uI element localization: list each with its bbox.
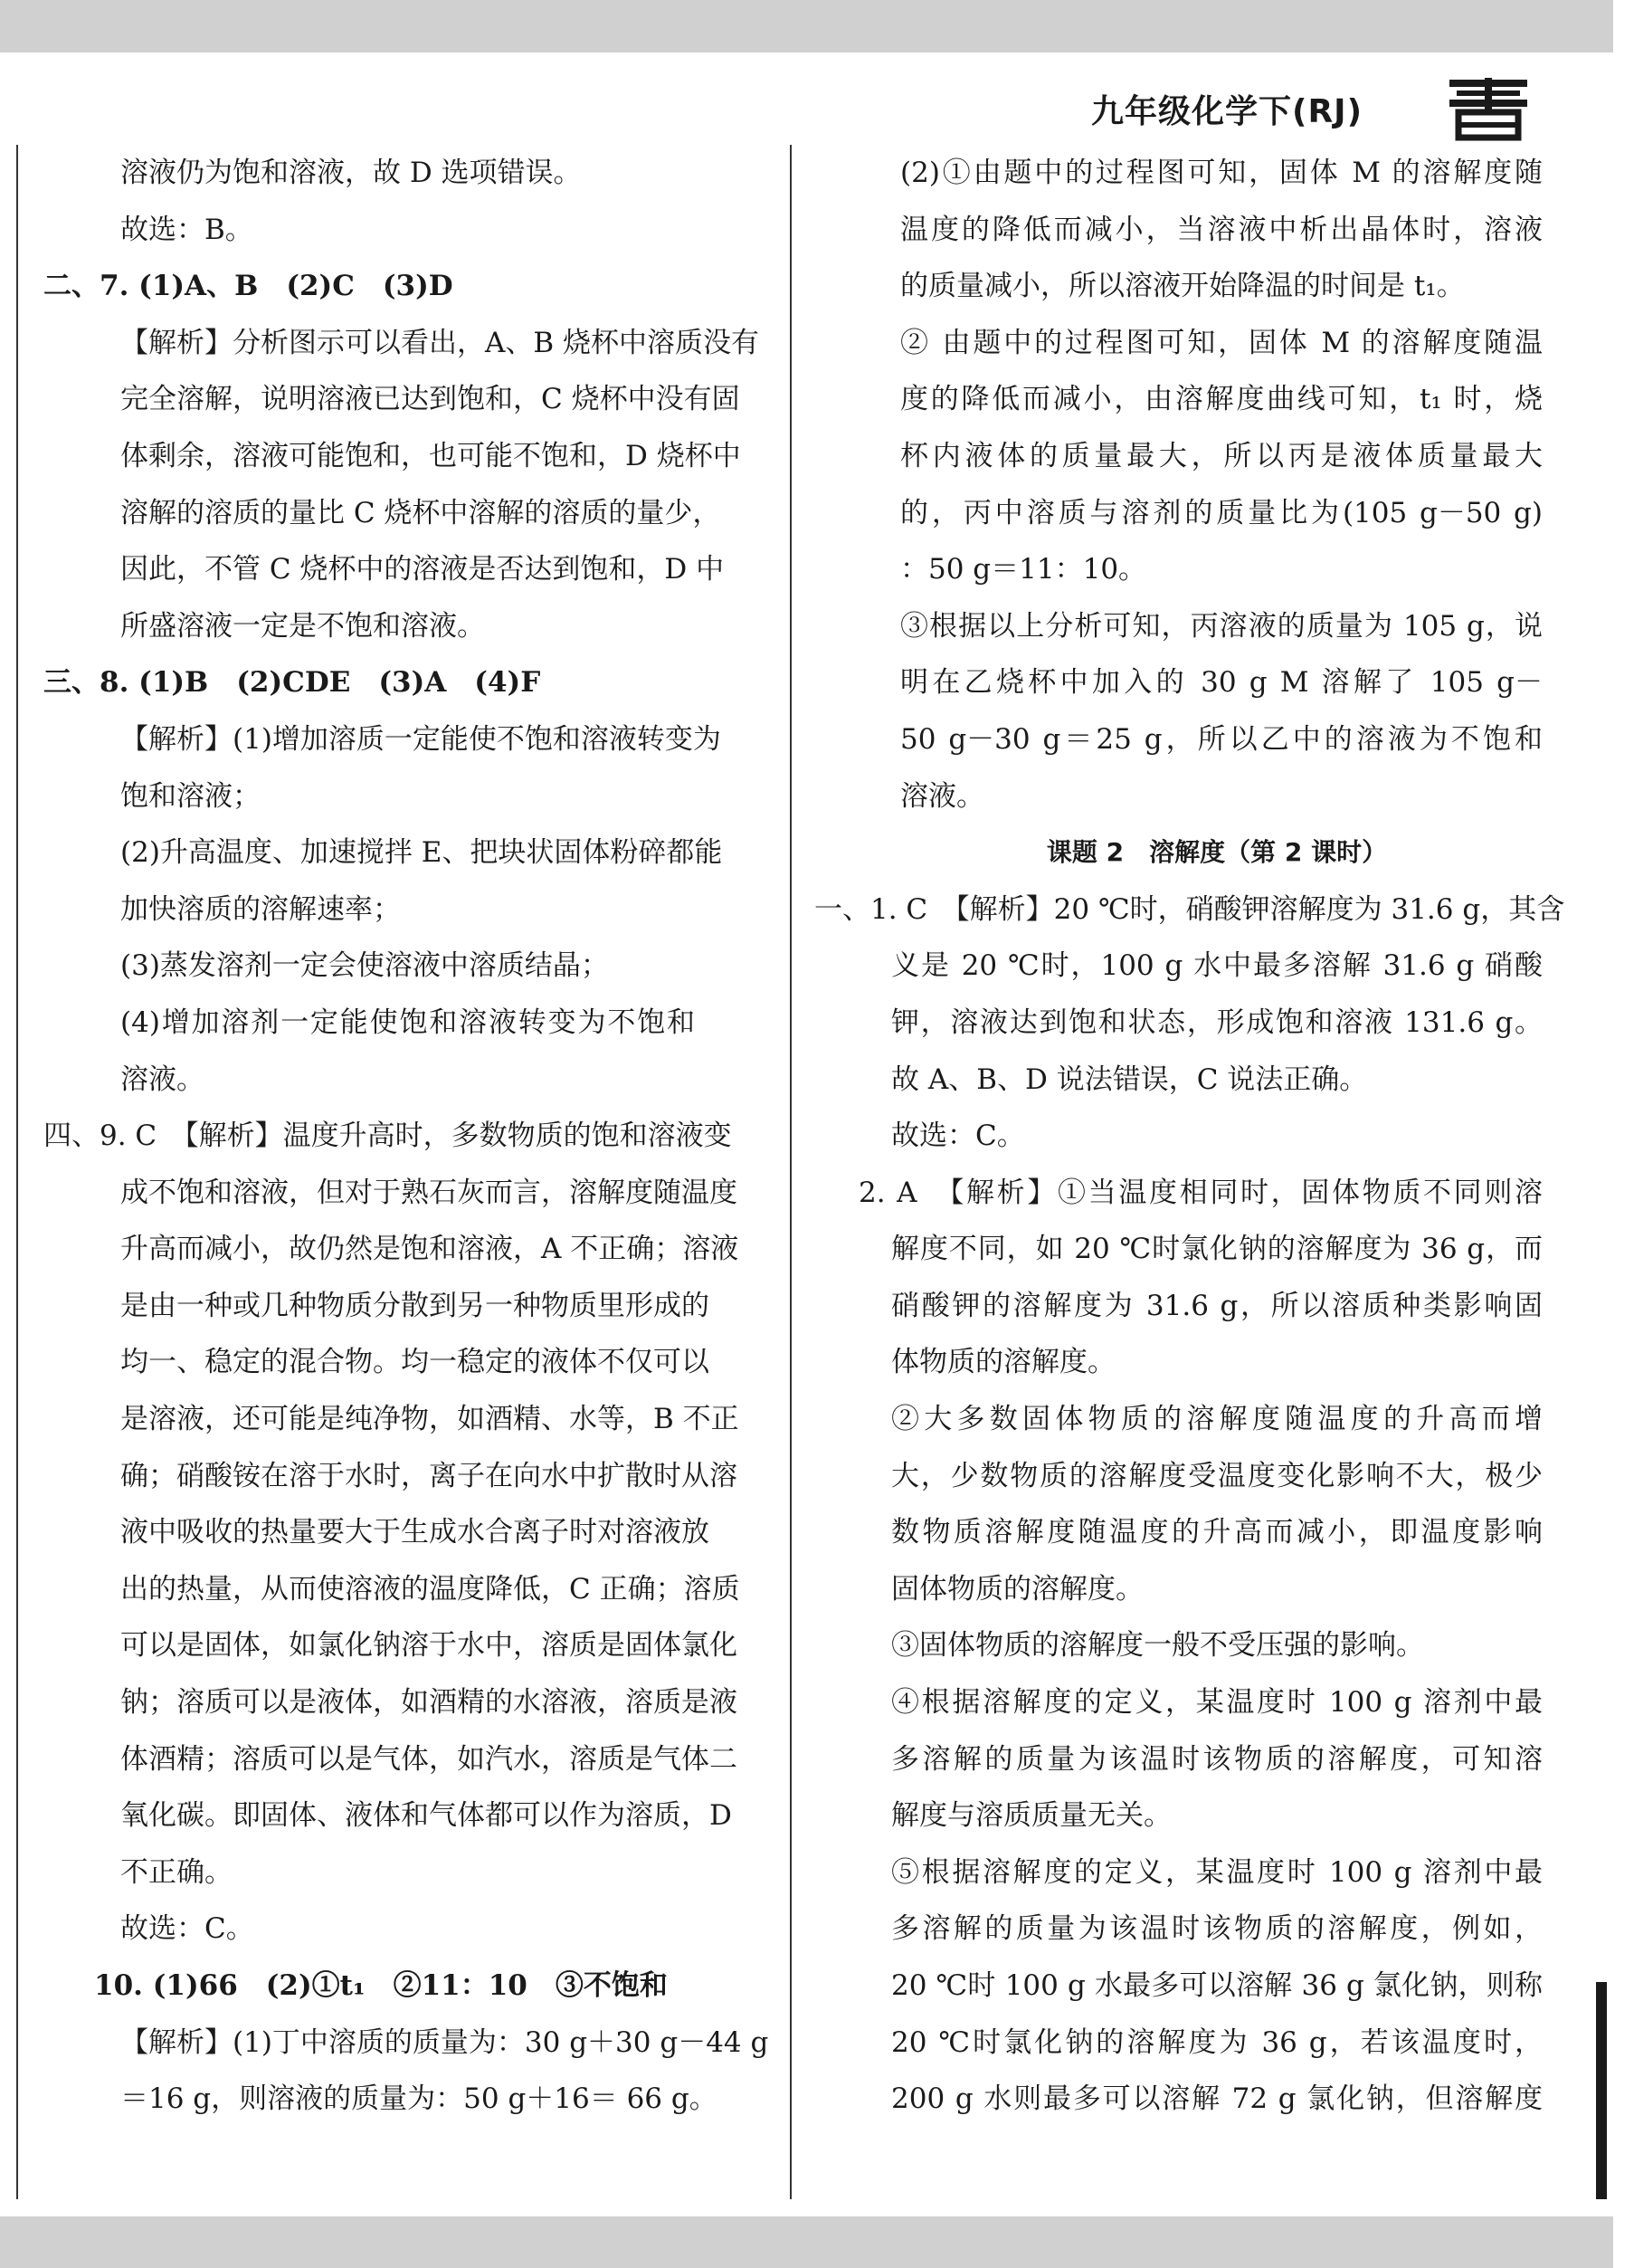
- text-line: 固体物质的溶解度。: [891, 1572, 1144, 1606]
- bottom-scan-band: [0, 2216, 1613, 2268]
- text-line: 明在乙烧杯中加入的 30 g M 溶解了 105 g－: [900, 666, 1543, 700]
- text-line: 钾，溶液达到饱和状态，形成饱和溶液 131.6 g。: [891, 1005, 1544, 1039]
- text-line: 故选：C。: [891, 1120, 1025, 1153]
- page-header-title: 九年级化学下(RJ): [1091, 93, 1363, 130]
- text-line: 溶液。: [900, 779, 984, 813]
- text-line: 是溶液，还可能是纯净物，如酒精、水等，B 不正: [120, 1403, 739, 1436]
- text-line: 故 A、B、D 说法错误，C 说法正确。: [891, 1063, 1368, 1096]
- text-line: 故选：B。: [120, 213, 253, 246]
- answer-line: 三、8. (1)B (2)CDE (3)A (4)F: [43, 666, 541, 700]
- text-line: 饱和溶液；: [120, 779, 261, 813]
- text-line: 液中吸收的热量要大于生成水合离子时对溶液放: [120, 1516, 709, 1549]
- text-line: 杯内液体的质量最大，所以丙是液体质量最大: [900, 439, 1543, 472]
- text-line: 多溶解的质量为该温时该物质的溶解度，可知溶: [891, 1742, 1543, 1776]
- text-line: 200 g 水则最多可以溶解 72 g 氯化钠，但溶解度: [891, 2082, 1543, 2116]
- answer-line: 2. A 【解析】①当温度相同时，固体物质不同则溶: [859, 1176, 1543, 1209]
- text-line: (4)增加溶剂一定能使饱和溶液转变为不饱和: [120, 1005, 695, 1039]
- text-line: 多溶解的质量为该温时该物质的溶解度，例如，: [891, 1912, 1543, 1946]
- answer-line: 一、1. C 【解析】20 ℃时，硝酸钾溶解度为 31.6 g，其含: [814, 892, 1565, 926]
- text-line: ② 由题中的过程图可知，固体 M 的溶解度随温: [900, 326, 1543, 359]
- text-line: 【解析】分析图示可以看出，A、B 烧杯中溶质没有: [120, 326, 760, 359]
- text-line: 溶解的溶质的量比 C 烧杯中溶解的溶质的量少，: [120, 496, 721, 529]
- text-line: ＝16 g，则溶液的质量为：50 g＋16＝ 66 g。: [120, 2082, 717, 2116]
- text-line: 解度与溶质质量无关。: [891, 1799, 1172, 1833]
- text-line: 成不饱和溶液，但对于熟石灰而言，溶解度随温度: [120, 1176, 737, 1209]
- text-line: 均一、稳定的混合物。均一稳定的液体不仅可以: [120, 1346, 709, 1379]
- text-line: ③固体物质的溶解度一般不受压强的影响。: [891, 1629, 1424, 1663]
- text-line: 出的热量，从而使溶液的温度降低，C 正确；溶质: [120, 1572, 740, 1606]
- text-line: 大，少数物质的溶解度受温度变化影响不大，极少: [891, 1459, 1543, 1492]
- left-column: [43, 145, 769, 2199]
- right-column: [814, 145, 1565, 2199]
- answer-line: 10. (1)66 (2)①t₁ ②11：10 ③不饱和: [94, 1969, 668, 2002]
- text-line: ②大多数固体物质的溶解度随温度的升高而增: [891, 1403, 1543, 1436]
- text-line: (2)升高温度、加速搅拌 E、把块状固体粉碎都能: [120, 836, 723, 870]
- text-line: 硝酸钾的溶解度为 31.6 g，所以溶质种类影响固: [891, 1289, 1543, 1322]
- text-line: 不正确。: [120, 1855, 233, 1889]
- text-line: 【解析】(1)丁中溶质的质量为：30 g＋30 g－44 g: [120, 2025, 769, 2059]
- text-line: 完全溶解，说明溶液已达到饱和，C 烧杯中没有固: [120, 383, 740, 416]
- text-line: 20 ℃时氯化钠的溶解度为 36 g，若该温度时，: [891, 2025, 1543, 2059]
- text-line: 的，丙中溶质与溶剂的质量比为(105 g－50 g): [900, 496, 1543, 529]
- text-line: 故选：C。: [120, 1912, 254, 1946]
- text-line: 可以是固体，如氯化钠溶于水中，溶质是固体氯化: [120, 1629, 737, 1663]
- text-line: ：50 g＝11：10。: [900, 553, 1147, 586]
- text-line: (3)蒸发溶剂一定会使溶液中溶质结晶；: [120, 949, 609, 983]
- text-line: 50 g－30 g＝25 g，所以乙中的溶液为不饱和: [900, 722, 1543, 756]
- text-line: 所盛溶液一定是不饱和溶液。: [120, 609, 485, 643]
- text-line: 体物质的溶解度。: [891, 1346, 1116, 1379]
- text-line: 温度的降低而减小，当溶液中析出晶体时，溶液: [900, 213, 1543, 246]
- text-line: 度的降低而减小，由溶解度曲线可知，t₁ 时，烧: [900, 383, 1543, 416]
- page-edge-shadow: [1596, 1982, 1607, 2199]
- text-line: 解度不同，如 20 ℃时氯化钠的溶解度为 36 g，而: [891, 1233, 1543, 1266]
- text-line: 溶液仍为饱和溶液，故 D 选项错误。: [120, 157, 582, 189]
- text-line: ③根据以上分析可知，丙溶液的质量为 105 g，说: [900, 609, 1543, 643]
- answer-line: 四、9. C 【解析】温度升高时，多数物质的饱和溶液变: [43, 1120, 732, 1153]
- text-line: (2)①由题中的过程图可知，固体 M 的溶解度随: [900, 157, 1543, 189]
- text-line: 因此，不管 C 烧杯中的溶液是否达到饱和，D 中: [120, 553, 725, 586]
- book-logo-icon: [1446, 76, 1531, 139]
- text-line: 数物质溶解度随温度的升高而减小，即温度影响: [891, 1516, 1543, 1549]
- text-line: 是由一种或几种物质分散到另一种物质里形成的: [120, 1289, 709, 1322]
- top-scan-band: [0, 0, 1613, 52]
- text-line: 确；硝酸铵在溶于水时，离子在向水中扩散时从溶: [120, 1459, 737, 1492]
- text-line: 升高而减小，故仍然是饱和溶液，A 不正确；溶液: [120, 1233, 739, 1266]
- text-line: 20 ℃时 100 g 水最多可以溶解 36 g 氯化钠，则称: [891, 1969, 1543, 2002]
- answer-line: 二、7. (1)A、B (2)C (3)D: [43, 270, 453, 303]
- text-line: 钠；溶质可以是液体，如酒精的水溶液，溶质是液: [120, 1686, 737, 1720]
- text-line: 的质量减小，所以溶液开始降温的时间是 t₁。: [900, 270, 1465, 303]
- text-line: ④根据溶解度的定义，某温度时 100 g 溶剂中最: [891, 1686, 1543, 1720]
- text-line: 加快溶质的溶解速率；: [120, 892, 401, 926]
- section-title: 课题 2 溶解度（第 2 课时）: [1046, 837, 1388, 868]
- text-line: 氧化碳。即固体、液体和气体都可以作为溶质，D: [120, 1799, 732, 1833]
- text-line: 体剩余，溶液可能饱和，也可能不饱和，D 烧杯中: [120, 439, 741, 472]
- column-divider: [790, 145, 792, 2199]
- text-line: 【解析】(1)增加溶质一定能使不饱和溶液转变为: [120, 722, 721, 756]
- left-margin-rule: [16, 145, 18, 2199]
- text-line: 义是 20 ℃时，100 g 水中最多溶解 31.6 g 硝酸: [891, 949, 1543, 983]
- text-line: ⑤根据溶解度的定义，某温度时 100 g 溶剂中最: [891, 1855, 1543, 1889]
- text-line: 体酒精；溶质可以是气体，如汽水，溶质是气体二: [120, 1742, 737, 1776]
- text-line: 溶液。: [120, 1063, 204, 1096]
